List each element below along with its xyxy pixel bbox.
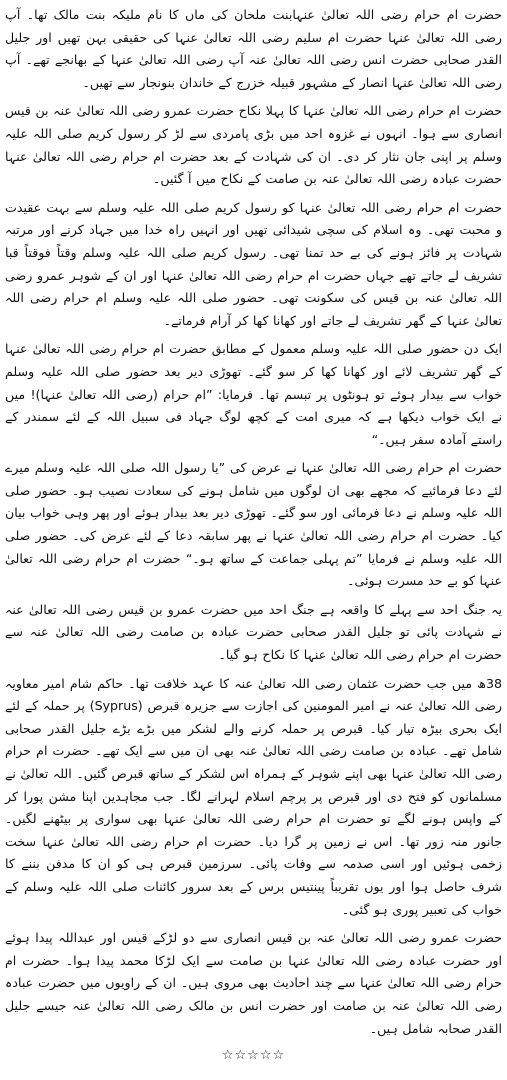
paragraph-lineage: حضرت ام حرام رضی اللہ تعالیٰ عنہابنت ملحان کی ماں کا نام ملیکہ بنت مالک تھا۔ آپ رضی اللہ تعالیٰ عنہا حضرت ام سلیم رضی اللہ تعالیٰ عنہا کی حقیقی بہن تھیں اور جلیل القدر صحابی حضرت انس رضی اللہ تعالیٰ عنہ آپ رضی اللہ تعالیٰ عنہا کے بھانجے تھے۔ آپ رضی اللہ تعالیٰ عنہا انصار کے مشہور قبیلہ خزرج کے خاندان بنونجار سے تھیں۔ xyxy=(5,7,502,90)
paragraph-first-marriage: حضرت ام حرام رضی اللہ تعالیٰ عنہا کا پہلا نکاح حضرت عمرو رضی اللہ تعالیٰ عنہ بن قیس انصاری سے ہوا۔ انہوں نے غزوہ احد میں بڑی پامردی سے لڑ کر رسول کریم صلی اللہ علیہ وسلم پر اپنی جان نثار کر دی۔ ان کی شہادت کے بعد حضرت ام حرام رضی اللہ تعالیٰ عنہا حضرت عبادہ رضی اللہ تعالیٰ عنہ بن صامت کے نکاح میں آ گئیں۔ xyxy=(5,103,502,187)
paragraph-second-marriage: یہ جنگ احد سے پہلے کا واقعہ ہے جنگ احد میں حضرت عمرو بن قیس رضی اللہ تعالیٰ عنہ نے شہادت پائی تو جلیل القدر صحابی حضرت عبادہ بن صامت رضی اللہ تعالیٰ عنہ سے حضرت ام حرام رضی اللہ تعالیٰ عنہا کا نکاح ہو گیا۔ xyxy=(5,601,502,663)
paragraph-devotion: حضرت ام حرام رضی اللہ تعالیٰ عنہا کو رسول کریم صلی اللہ علیہ وسلم سے بہت عقیدت و محبت تھی۔ وہ اسلام کی سچی شیدائی تھیں اور انہیں راہ خدا میں جہاد کرنے اور مرتبہ شہادت پر فائز ہونے کی بے حد تمنا تھی۔ رسول کریم صلی اللہ علیہ وسلم وقتاً فوقتاً قبا تشریف لے جاتے تھے جہاں حضرت ام حرام رضی اللہ تعالیٰ عنہا اور ان کے شوہر عمرو رضی اللہ تعالیٰ عنہ بن قیس کی سکونت تھی۔ حضور صلی اللہ علیہ وسلم ام حرام رضی اللہ تعالیٰ عنہا کے گھر تشریف لے جاتے اور کھانا کھا کر آرام فرماتے۔ xyxy=(5,199,502,328)
paragraph-prayer: حضرت ام حرام رضی اللہ تعالیٰ عنہا نے عرض کی ”یا رسول اللہ صلی اللہ علیہ وسلم میرے لئے دعا فرمائیے کہ مجھے بھی ان لوگوں میں شامل ہونے کی سعادت نصیب ہو۔ حضور صلی اللہ علیہ وسلم نے دعا فرمائی اور سو گئے۔ تھوڑی دیر بعد بیدار ہوئے اور پھر وہی خواب بیان کیا۔ حضرت ام حرام رضی اللہ تعالیٰ عنہا نے پھر سابقہ دعا کے لئے عرض کی۔ حضور صلی اللہ علیہ وسلم نے فرمایا ”تم پہلی جماعت کے ساتھ ہو۔“ حضرت ام حرام رضی اللہ تعالیٰ عنہا کو بے حد مسرت ہوئی۔ xyxy=(5,460,502,589)
paragraph-cyprus-expedition: 38ھ میں جب حضرت عثمان رضی اللہ تعالیٰ عنہ کا عہد خلافت تھا۔ حاکم شام امیر معاویہ رضی اللہ تعالیٰ عنہ نے امیر المومنین کی اجازت سے جزیرہ قبرص (Syprus) پر حملہ کے لئے ایک بحری بیڑہ تیار کیا۔ قبرص پر حملہ کرنے والے لشکر میں بڑے بڑے جلیل القدر صحابی شامل تھے۔ عبادہ بن صامت رضی اللہ تعالیٰ عنہ بھی ان میں سے ایک تھے۔ حضرت ام حرام رضی اللہ تعالیٰ عنہا بھی اپنے شوہر کے ہمراہ اس لشکر کے ساتھ قبرص گئیں۔ اللہ تعالیٰ نے مسلمانوں کو فتح دی اور قبرص پر پرچم اسلام لہرانے لگا۔ جب مجاہدین اپنا مشن پورا کر کے واپس ہونے لگے تو حضرت ام حرام رضی اللہ تعالیٰ عنہا بھی سواری پر بیٹھنے لگیں۔ جانور منہ زور تھا۔ اس نے زمین پر گرا دیا۔ حضرت ام حرام رضی اللہ تعالیٰ عنہا سخت زخمی ہوئیں اور اسی صدمہ سے وفات پائی۔ سرزمین قبرص ہی کو ان کا مدفن بننے کا شرف حاصل ہوا اور یوں تقریباً پینتیس برس کے بعد سرور کائنات صلی اللہ علیہ وسلم کے خواب کی تعبیر پوری ہو گئی۔ xyxy=(5,675,502,917)
paragraph-dream: ایک دن حضور صلی اللہ علیہ وسلم معمول کے مطابق حضرت ام حرام رضی اللہ تعالیٰ عنہا کے گھر تشریف لائے اور کھانا کھا کر سو گئے۔ تھوڑی دیر بعد حضور صلی اللہ علیہ وسلم خواب سے بیدار ہوئے تو ہونٹوں پر تبسم تھا۔ فرمایا: ”ام حرام (رضی اللہ تعالیٰ عنہا)! میں نے ایک خواب دیکھا ہے کہ میری امت کے کچھ لوگ جہاد فی سبیل اللہ کے لئے سمندر کے راستے آمادہ سفر ہیں۔“ xyxy=(5,341,502,447)
end-of-article-stars: ☆☆☆☆☆ xyxy=(221,1048,286,1064)
paragraph-children-narrations: حضرت عمرو رضی اللہ تعالیٰ عنہ بن قیس انصاری سے دو لڑکے قیس اور عبداللہ پیدا ہوئے اور حضرت عبادہ رضی اللہ تعالیٰ عنہا بن صامت سے ایک لڑکا محمد پیدا ہوا۔ حضرت ام حرام رضی اللہ تعالیٰ عنہا سے چند احادیث بھی مروی ہیں۔ ان کے راویوں میں حضرت عبادہ رضی اللہ تعالیٰ عنہ بن صامت اور حضرت انس بن مالک رضی اللہ تعالیٰ عنہ جیسے جلیل القدر صحابہ شامل ہیں۔ xyxy=(5,930,502,1036)
